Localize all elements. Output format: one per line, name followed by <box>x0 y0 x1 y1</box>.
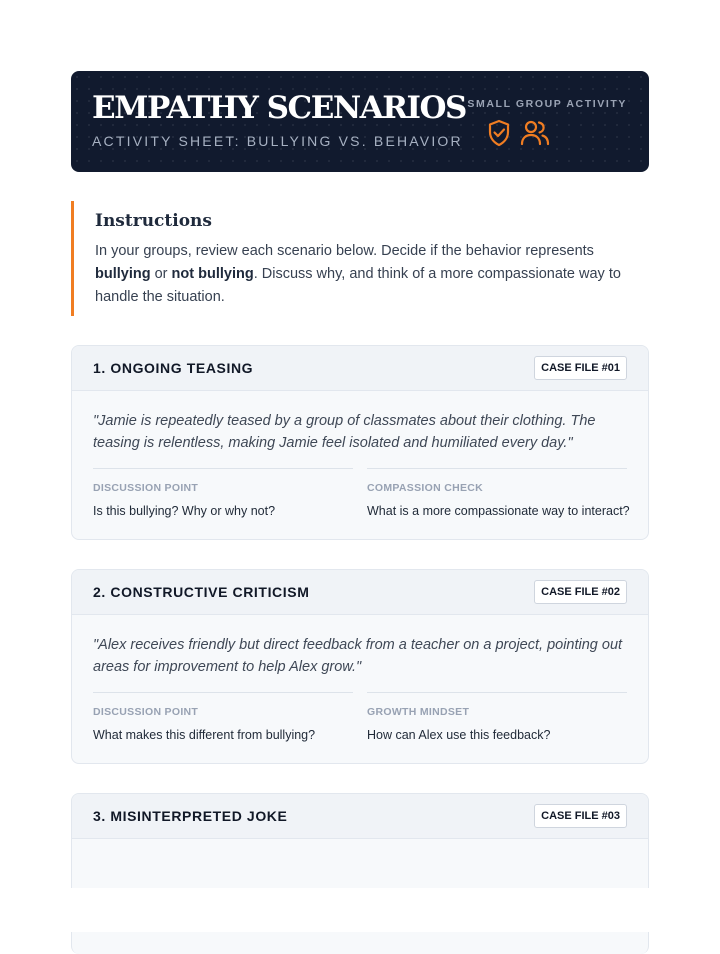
bullying-term: bullying <box>95 266 151 282</box>
compassion-check-text: What is a more compassionate way to interact? <box>367 504 630 518</box>
growth-mindset-text: How can Alex use this feedback? <box>367 728 551 742</box>
case-file-badge: CASE FILE #02 <box>534 580 627 604</box>
discussion-point-text: What makes this different from bullying? <box>93 728 316 742</box>
instructions-text-part: In your groups, review each scenario below. Decide if the behavior represents <box>95 243 594 259</box>
instructions-text <box>95 240 651 309</box>
discussion-point-label: DISCUSSION POINT <box>93 706 199 718</box>
scenario-quote: "Alex receives friendly but direct feedback from a teacher on a project, pointing out areas for improvement to help Alex grow." <box>93 637 623 675</box>
case-file-badge: CASE FILE #01 <box>534 356 627 380</box>
scenario-card-1 <box>71 345 649 540</box>
activity-tag: SMALL GROUP ACTIVITY <box>467 98 627 110</box>
divider <box>93 692 353 693</box>
divider <box>93 468 353 469</box>
scenario-card-header <box>72 794 648 839</box>
scenario-title: 3. MISINTERPRETED JOKE <box>93 808 288 824</box>
instructions-text-part: . Discuss why, and think of a more compassionate way to handle the situation. <box>95 266 621 305</box>
scenario-quote: "Jamie is repeatedly teased by a group of classmates about their clothing. The teasing is relentless, making Jamie feel isolated and humiliated every day." <box>93 413 596 451</box>
page-subtitle: ACTIVITY SHEET: BULLYING VS. BEHAVIOR <box>92 133 463 149</box>
not-bullying-term: not bullying <box>171 266 254 282</box>
scenario-title: 2. CONSTRUCTIVE CRITICISM <box>93 584 310 600</box>
scenario-card-header <box>72 570 648 615</box>
divider <box>367 692 627 693</box>
discussion-point-label: DISCUSSION POINT <box>93 482 199 494</box>
page-title: EMPATHY SCENARIOS <box>92 90 466 126</box>
page-bottom-margin <box>0 888 720 932</box>
instructions-text-part: or <box>150 266 172 282</box>
case-file-badge: CASE FILE #03 <box>534 804 627 828</box>
discussion-point-text: Is this bullying? Why or why not? <box>93 504 276 518</box>
header-banner <box>71 71 649 172</box>
scenario-card-header <box>72 346 648 391</box>
scenario-title: 1. ONGOING TEASING <box>93 360 254 376</box>
instructions-section <box>71 201 652 316</box>
instructions-title: Instructions <box>95 211 212 231</box>
scenario-card-2 <box>71 569 649 764</box>
growth-mindset-label: GROWTH MINDSET <box>367 706 470 718</box>
shield-check-icon <box>487 119 511 147</box>
divider <box>367 468 627 469</box>
users-icon <box>520 119 550 147</box>
compassion-check-label: COMPASSION CHECK <box>367 482 484 494</box>
